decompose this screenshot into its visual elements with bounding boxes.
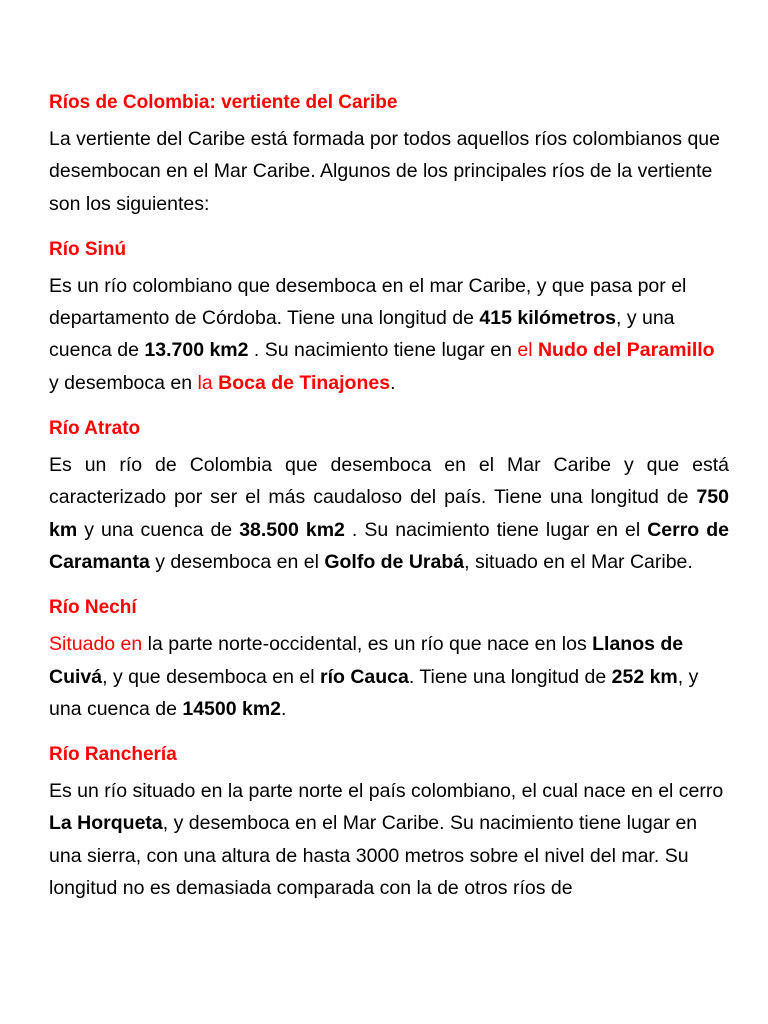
basin-value: 38.500 km2 [239, 518, 345, 541]
river-heading-atrato: Río Atrato [49, 418, 141, 440]
text-run: Es un río colombiano que desemboca en el mar Caribe, y que pasa por el departamento de Córdoba. Tiene una longitud de [49, 274, 687, 330]
mouth-place: Golfo de Urabá [324, 550, 465, 573]
text-run: y desemboca en el [149, 550, 325, 573]
intro-paragraph: La vertiente del Caribe está formada por todos aquellos ríos colombianos que desembocan en el Mar Caribe. Algunos de los principales ríos de la vertiente son los siguientes: [49, 128, 720, 215]
origin-place: Cerro de Caramanta [49, 518, 729, 573]
river-heading-rancheria: Río Ranchería [49, 744, 177, 766]
length-value: 415 kilómetros [479, 307, 616, 330]
length-value: 750 km [49, 486, 729, 541]
origin-place: Llanos de Cuivá [49, 633, 684, 688]
mouth-place: Boca de Tinajones [218, 371, 391, 394]
river-paragraph-rancheria [49, 775, 729, 904]
text-run: . Su nacimiento tiene lugar en el [344, 518, 648, 541]
mouth-place: río Cauca [320, 665, 409, 688]
text-run: . [281, 697, 287, 720]
text-run: , y desemboca en el Mar Caribe. Su nacimiento tiene lugar en una sierra, con una altura de hasta 3000 metros sobre el nivel del mar. Su longitud no es demasiada comparada con la de otros ríos de [49, 812, 698, 900]
basin-value: 14500 km2 [182, 697, 282, 720]
highlight-text: el [517, 339, 533, 362]
river-paragraph-nechi [49, 628, 729, 725]
text-run: , y que desemboca en el [102, 665, 320, 688]
river-paragraph-atrato [49, 449, 729, 578]
text-run: , situado en el Mar Caribe. [464, 550, 693, 573]
text-run: , y una cuenca de [49, 307, 675, 362]
river-heading-nechi: Río Nechí [49, 597, 137, 619]
length-value: 252 km [611, 665, 678, 688]
origin-place: Nudo del Paramillo [537, 339, 715, 362]
document-title: Ríos de Colombia: vertiente del Caribe [49, 92, 398, 113]
text-run: . [390, 371, 396, 394]
text-run: la parte norte-occidental, es un río que nace en los [142, 633, 593, 656]
highlight-text: la [197, 371, 213, 394]
basin-value: 13.700 km2 [144, 339, 249, 362]
highlight-text: Situado en [49, 633, 143, 656]
origin-place: La Horqueta [49, 812, 163, 835]
text-run: Es un río de Colombia que desemboca en el Mar Caribe y que está caracterizado por ser el más caudaloso del país. Tiene una longitud de [49, 454, 729, 509]
text-run: y desemboca en [49, 371, 198, 394]
text-run: . Su nacimiento tiene lugar en [248, 339, 518, 362]
text-run: , y una cuenca de [49, 665, 699, 720]
document-page [49, 87, 729, 918]
text-run: Es un río situado en la parte norte el país colombiano, el cual nace en el cerro [49, 780, 724, 803]
river-heading-sinu: Río Sinú [49, 238, 127, 260]
text-run: . Tiene una longitud de [408, 665, 612, 688]
text-run: y una cuenca de [77, 518, 240, 541]
river-paragraph-sinu [49, 270, 729, 399]
